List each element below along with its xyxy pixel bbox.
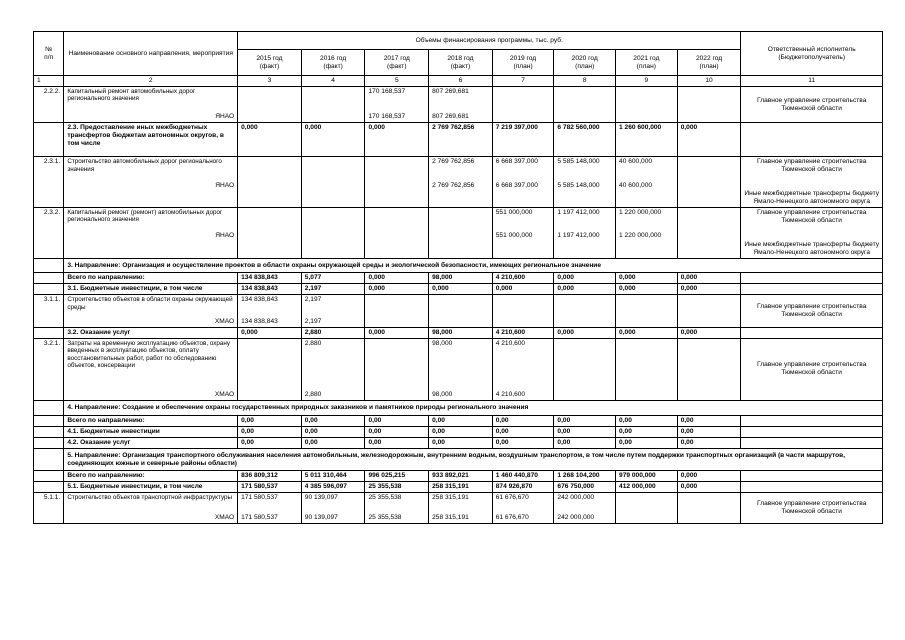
value-cell <box>616 317 678 327</box>
year-header <box>616 50 678 76</box>
subtotal-label: Предоставление иных межбюджетных трансфертов бюджетам автономных округов, в том числе <box>67 124 224 148</box>
value-cell: 4 210,600 <box>492 338 554 390</box>
year-kind: (план) <box>513 62 533 70</box>
year-header <box>554 50 616 76</box>
value-cell: 171 580,537 <box>238 493 302 513</box>
value-cell: 61 676,670 <box>492 513 554 523</box>
value-cell: 1 268 104,200 <box>554 471 616 482</box>
value-cell <box>365 157 429 181</box>
value-cell: 0,000 <box>238 327 302 338</box>
value-cell: 0,00 <box>365 426 429 437</box>
value-cell: 90 139,097 <box>301 493 365 513</box>
value-cell <box>429 295 493 317</box>
value-cell: 170 168,537 <box>365 112 429 122</box>
year-kind: (факт) <box>450 62 471 70</box>
total-name: 5.1. Бюджетные инвестиции, в том числе <box>64 482 238 493</box>
value-cell <box>238 157 302 181</box>
item-number: 3.2.1. <box>34 338 64 400</box>
year-label: 2016 год <box>320 54 347 62</box>
financing-table <box>33 31 883 524</box>
empty-cell <box>34 327 64 338</box>
value-cell: 5 011 310,464 <box>301 471 365 482</box>
value-cell: 4 210,600 <box>492 327 554 338</box>
value-cell <box>238 390 302 400</box>
year-header <box>429 50 493 76</box>
item-number: 3.1.1. <box>34 295 64 327</box>
value-cell: 258 315,191 <box>429 513 493 523</box>
value-cell: 4 385 596,097 <box>301 482 365 493</box>
year-label: 2021 год <box>633 54 660 62</box>
value-cell: 98,000 <box>429 390 493 400</box>
total-name: Всего по направлению: <box>64 273 238 284</box>
value-cell <box>677 295 741 317</box>
empty-cell <box>741 471 883 482</box>
value-cell <box>365 181 429 208</box>
total-row <box>34 437 883 448</box>
spacer <box>744 225 879 241</box>
value-cell: 551 000,000 <box>492 207 554 231</box>
value-cell: 0,00 <box>554 415 616 426</box>
value-cell: 0,00 <box>616 437 678 448</box>
value-cell: 1 197 412,000 <box>554 231 616 258</box>
col-responsible-header: Ответственный исполнитель (Бюджетополучатель) <box>741 32 883 76</box>
section-row <box>34 401 883 416</box>
value-cell: 6 782 560,000 <box>554 123 616 157</box>
value-cell: 0,000 <box>677 327 741 338</box>
item-name: Капитальный ремонт автомобильных дорог регионального значения <box>64 86 238 112</box>
value-cell: 258 315,191 <box>429 493 493 513</box>
section-title: 3. Направление: Организация и осуществление проектов в области охраны окружающей среды и экологической безопасности, имеющих региональное значение <box>64 258 883 273</box>
value-cell: 171 580,537 <box>238 482 302 493</box>
empty-cell <box>34 273 64 284</box>
value-cell: 676 750,000 <box>554 482 616 493</box>
region-label: ЯНАО <box>64 112 238 122</box>
item-name: Капитальный ремонт (ремонт) автомобильных дорог регионального значения <box>64 207 238 231</box>
value-cell: 0,00 <box>554 437 616 448</box>
value-cell: 1 260 600,000 <box>616 123 678 157</box>
value-cell: 0,00 <box>238 415 302 426</box>
value-cell: 242 000,000 <box>554 513 616 523</box>
value-cell: 0,000 <box>301 123 365 157</box>
value-cell: 996 025,215 <box>365 471 429 482</box>
item-name: Строительство объектов транспортной инфраструктуры <box>64 493 238 513</box>
item-name: Строительство объектов в области охраны окружающей среды <box>64 295 238 317</box>
responsible-name: Главное управление строительства Тюменской области <box>757 500 867 515</box>
value-cell: 258 315,191 <box>429 482 493 493</box>
value-cell: 171 580,537 <box>238 513 302 523</box>
value-cell: 2,880 <box>301 338 365 390</box>
year-header <box>677 50 741 76</box>
value-cell: 0,000 <box>365 123 429 157</box>
value-cell <box>554 317 616 327</box>
value-cell: 0,000 <box>677 273 741 284</box>
value-cell: 0,00 <box>677 415 741 426</box>
value-cell: 979 000,000 <box>616 471 678 482</box>
responsible-name: Главное управление строительства Тюменской области <box>757 96 867 112</box>
empty-cell <box>34 437 64 448</box>
value-cell: 0,00 <box>677 437 741 448</box>
subtotal-row <box>34 123 883 157</box>
value-cell: 0,00 <box>492 415 554 426</box>
value-cell <box>301 231 365 258</box>
value-cell: 0,00 <box>616 426 678 437</box>
empty-cell <box>34 482 64 493</box>
value-cell: 98,000 <box>429 327 493 338</box>
value-cell <box>238 181 302 208</box>
value-cell: 0,000 <box>554 273 616 284</box>
year-kind: (факт) <box>259 62 280 70</box>
value-cell <box>677 338 741 390</box>
item-number: 2.2.2. <box>34 86 64 122</box>
total-name: Всего по направлению: <box>64 415 238 426</box>
value-cell <box>365 231 429 258</box>
value-cell: 2,197 <box>301 284 365 295</box>
region-label: ХМАО <box>64 317 238 327</box>
year-label: 2017 год <box>383 54 410 62</box>
value-cell: 2 769 762,856 <box>429 181 493 208</box>
value-cell: 0,00 <box>365 415 429 426</box>
value-cell <box>554 295 616 317</box>
empty-cell <box>34 448 64 471</box>
value-cell: 0,000 <box>554 284 616 295</box>
empty-cell <box>34 258 64 273</box>
total-name: 3.2. Оказание услуг <box>64 327 238 338</box>
value-cell <box>492 317 554 327</box>
section-row <box>34 258 883 273</box>
empty-cell <box>34 123 64 157</box>
value-cell <box>616 390 678 400</box>
item-row <box>34 86 883 112</box>
value-cell: 134 838,843 <box>238 273 302 284</box>
value-cell: 0,000 <box>616 284 678 295</box>
year-kind: (план) <box>699 62 719 70</box>
value-cell: 0,000 <box>365 273 429 284</box>
empty-cell <box>34 415 64 426</box>
value-cell <box>238 112 302 122</box>
value-cell <box>301 157 365 181</box>
value-cell: 25 355,538 <box>365 482 429 493</box>
item-row <box>34 295 883 317</box>
value-cell: 0,00 <box>429 415 493 426</box>
region-label: ЯНАО <box>64 231 238 258</box>
section-title: 4. Направление: Создание и обеспечение охраны государственных природных заказников и памятников природы регионального значения <box>64 401 883 416</box>
year-kind: (план) <box>575 62 595 70</box>
value-cell: 2,197 <box>301 317 365 327</box>
value-cell <box>238 338 302 390</box>
value-cell: 134 838,843 <box>238 295 302 317</box>
value-cell: 0,000 <box>677 482 741 493</box>
empty-cell <box>741 123 883 157</box>
responsible-name: Главное управление строительства Тюменской области <box>757 303 867 318</box>
value-cell <box>677 181 741 208</box>
value-cell <box>301 86 365 112</box>
value-cell: 40 600,000 <box>616 157 678 181</box>
value-cell <box>365 338 429 390</box>
total-row <box>34 426 883 437</box>
item-name: Строительство автомобильных дорог регионального значения <box>64 157 238 181</box>
subtotal-name <box>64 123 238 157</box>
total-name: 4.1. Бюджетные инвестиции <box>64 426 238 437</box>
value-cell <box>677 390 741 400</box>
value-cell <box>554 112 616 122</box>
year-label: 2018 год <box>447 54 474 62</box>
value-cell: 0,00 <box>616 415 678 426</box>
total-name: Всего по направлению: <box>64 471 238 482</box>
value-cell: 5 585 148,000 <box>554 157 616 181</box>
value-cell: 551 000,000 <box>492 231 554 258</box>
column-number: 9 <box>616 76 678 87</box>
empty-cell <box>741 437 883 448</box>
value-cell <box>492 86 554 112</box>
empty-cell <box>741 426 883 437</box>
value-cell: 5 585 148,000 <box>554 181 616 208</box>
value-cell: 0,00 <box>492 426 554 437</box>
total-name: 4.2. Оказание услуг <box>64 437 238 448</box>
item-row <box>34 338 883 390</box>
total-row <box>34 471 883 482</box>
value-cell: 170 168,537 <box>365 86 429 112</box>
section-title: 5. Направление: Организация транспортного обслуживания населения автомобильным, железнодорожным, внутренним водным, воздушным транспортом, в том числе путем поддержки транспортных организаций (в части маршрутов, соединяющих южные и северные районы области) <box>64 448 883 471</box>
value-cell: 5,077 <box>301 273 365 284</box>
value-cell <box>616 86 678 112</box>
value-cell: 2 769 762,856 <box>429 157 493 181</box>
year-label: 2015 год <box>256 54 283 62</box>
value-cell: 0,00 <box>429 426 493 437</box>
year-kind: (план) <box>636 62 656 70</box>
total-name: 3.1. Бюджетные инвестиции, в том числе <box>64 284 238 295</box>
value-cell: 90 139,097 <box>301 513 365 523</box>
value-cell: 2,880 <box>301 327 365 338</box>
empty-cell <box>741 415 883 426</box>
value-cell: 836 809,312 <box>238 471 302 482</box>
responsible-cell <box>741 295 883 327</box>
responsible-cell <box>741 338 883 400</box>
value-cell <box>677 317 741 327</box>
empty-cell <box>34 471 64 482</box>
responsible-cell <box>741 493 883 523</box>
value-cell: 25 355,538 <box>365 513 429 523</box>
value-cell: 1 197 412,000 <box>554 207 616 231</box>
column-number: 3 <box>238 76 302 87</box>
value-cell <box>554 390 616 400</box>
value-cell <box>554 86 616 112</box>
value-cell <box>677 493 741 513</box>
item-row <box>34 493 883 513</box>
item-number: 5.1.1. <box>34 493 64 523</box>
item-row <box>34 207 883 231</box>
value-cell <box>616 112 678 122</box>
value-cell: 0,000 <box>365 284 429 295</box>
value-cell: 412 000,000 <box>616 482 678 493</box>
value-cell: 4 210,600 <box>492 390 554 400</box>
value-cell: 4 210,600 <box>492 273 554 284</box>
value-cell: 1 460 440,870 <box>492 471 554 482</box>
value-cell <box>677 157 741 181</box>
value-cell <box>677 207 741 231</box>
value-cell: 0,000 <box>677 123 741 157</box>
value-cell <box>492 112 554 122</box>
value-cell: 2 769 762,856 <box>429 123 493 157</box>
responsible-name: Главное управление строительства Тюменской области <box>757 361 867 377</box>
value-cell: 61 676,670 <box>492 493 554 513</box>
region-label: ХМАО <box>64 390 238 400</box>
value-cell <box>677 231 741 258</box>
empty-cell <box>34 401 64 416</box>
item-number: 2.3.2. <box>34 207 64 258</box>
region-label: ХМАО <box>64 513 238 523</box>
value-cell: 0,000 <box>492 284 554 295</box>
year-header <box>301 50 365 76</box>
value-cell: 0,000 <box>429 284 493 295</box>
value-cell: 98,000 <box>429 273 493 284</box>
value-cell <box>677 513 741 523</box>
value-cell: 242 000,000 <box>554 493 616 513</box>
value-cell: 0,00 <box>492 437 554 448</box>
value-cell: 0,00 <box>365 437 429 448</box>
column-number: 6 <box>429 76 493 87</box>
responsible-cell <box>741 207 883 258</box>
responsible-cell <box>741 157 883 208</box>
value-cell: 0,000 <box>365 327 429 338</box>
value-cell <box>616 513 678 523</box>
volumes-header: Объемы финансирования программы, тыс. руб. <box>238 32 741 50</box>
value-cell: 0,00 <box>429 437 493 448</box>
value-cell <box>301 181 365 208</box>
value-cell: 0,000 <box>238 123 302 157</box>
value-cell: 98,000 <box>429 338 493 390</box>
value-cell <box>429 207 493 231</box>
item-row <box>34 157 883 181</box>
document-page <box>33 31 883 524</box>
value-cell: 134 838,843 <box>238 317 302 327</box>
year-label: 2022 год <box>695 54 723 62</box>
value-cell: 807 269,681 <box>429 112 493 122</box>
value-cell: 0,000 <box>677 471 741 482</box>
empty-cell <box>34 426 64 437</box>
value-cell: 40 600,000 <box>616 181 678 208</box>
empty-cell <box>741 284 883 295</box>
value-cell <box>616 295 678 317</box>
column-number: 2 <box>64 76 238 87</box>
subtotal-number: 2.3. <box>67 124 79 132</box>
column-number: 10 <box>677 76 741 87</box>
value-cell <box>365 390 429 400</box>
value-cell: 0,000 <box>554 327 616 338</box>
total-row <box>34 327 883 338</box>
total-row <box>34 482 883 493</box>
column-number: 11 <box>741 76 883 87</box>
column-number: 7 <box>492 76 554 87</box>
value-cell: 933 892,021 <box>429 471 493 482</box>
col-name-header: Наименование основного направления, мероприятия <box>64 32 238 76</box>
empty-cell <box>741 327 883 338</box>
responsible-cell <box>741 86 883 122</box>
col-num-header: № п/п <box>34 32 64 76</box>
responsible-name: Главное управление строительства Тюменской области <box>757 158 867 174</box>
value-cell <box>616 493 678 513</box>
value-cell: 25 355,538 <box>365 493 429 513</box>
empty-cell <box>741 273 883 284</box>
value-cell: 2,880 <box>301 390 365 400</box>
value-cell <box>616 338 678 390</box>
value-cell <box>365 207 429 231</box>
responsible-name-2: Иные межбюджетные трансферты бюджету Ямало-Ненецкого автономного округа <box>744 240 879 256</box>
value-cell <box>301 112 365 122</box>
value-cell: 0,00 <box>554 426 616 437</box>
value-cell <box>238 231 302 258</box>
value-cell: 7 219 397,000 <box>492 123 554 157</box>
value-cell <box>677 86 741 112</box>
value-cell <box>429 231 493 258</box>
value-cell: 0,00 <box>301 437 365 448</box>
value-cell: 2,197 <box>301 295 365 317</box>
year-label: 2019 год <box>510 54 537 62</box>
value-cell: 0,000 <box>677 284 741 295</box>
value-cell: 134 838,843 <box>238 284 302 295</box>
value-cell <box>677 112 741 122</box>
item-number: 2.3.1. <box>34 157 64 208</box>
value-cell: 807 269,681 <box>429 86 493 112</box>
total-row <box>34 273 883 284</box>
responsible-name-2: Иные межбюджетные трансферты бюджету Ямало-Ненецкого автономного округа <box>744 190 879 206</box>
section-row <box>34 448 883 471</box>
empty-cell <box>34 284 64 295</box>
value-cell: 0,00 <box>238 426 302 437</box>
column-number: 1 <box>34 76 64 87</box>
value-cell: 0,00 <box>301 426 365 437</box>
total-row <box>34 284 883 295</box>
column-number: 8 <box>554 76 616 87</box>
item-name: Затраты на временную эксплуатацию объектов, охрану введенных в эксплуатацию объектов, оплату восстановительных работ, работ по обследованию объектов, консервации <box>64 338 238 390</box>
value-cell: 6 668 397,000 <box>492 181 554 208</box>
year-header <box>365 50 429 76</box>
responsible-name: Главное управление строительства Тюменской области <box>757 208 867 224</box>
value-cell <box>492 295 554 317</box>
value-cell: 0,000 <box>616 327 678 338</box>
empty-cell <box>741 482 883 493</box>
value-cell <box>301 207 365 231</box>
value-cell <box>429 317 493 327</box>
column-number: 4 <box>301 76 365 87</box>
region-label: ЯНАО <box>64 181 238 208</box>
value-cell: 874 926,870 <box>492 482 554 493</box>
value-cell: 0,000 <box>616 273 678 284</box>
spacer <box>744 174 879 190</box>
value-cell: 6 668 397,000 <box>492 157 554 181</box>
value-cell <box>365 317 429 327</box>
year-kind: (факт) <box>323 62 343 70</box>
year-header <box>492 50 554 76</box>
value-cell: 0,00 <box>301 415 365 426</box>
value-cell <box>554 338 616 390</box>
year-label: 2020 год <box>571 54 598 62</box>
value-cell: 0,00 <box>238 437 302 448</box>
value-cell <box>238 86 302 112</box>
column-number: 5 <box>365 76 429 87</box>
total-row <box>34 415 883 426</box>
value-cell <box>365 295 429 317</box>
value-cell: 1 220 000,000 <box>616 207 678 231</box>
value-cell: 1 220 000,000 <box>616 231 678 258</box>
year-kind: (факт) <box>387 62 407 70</box>
value-cell <box>238 207 302 231</box>
value-cell: 0,00 <box>677 426 741 437</box>
year-header <box>238 50 302 76</box>
